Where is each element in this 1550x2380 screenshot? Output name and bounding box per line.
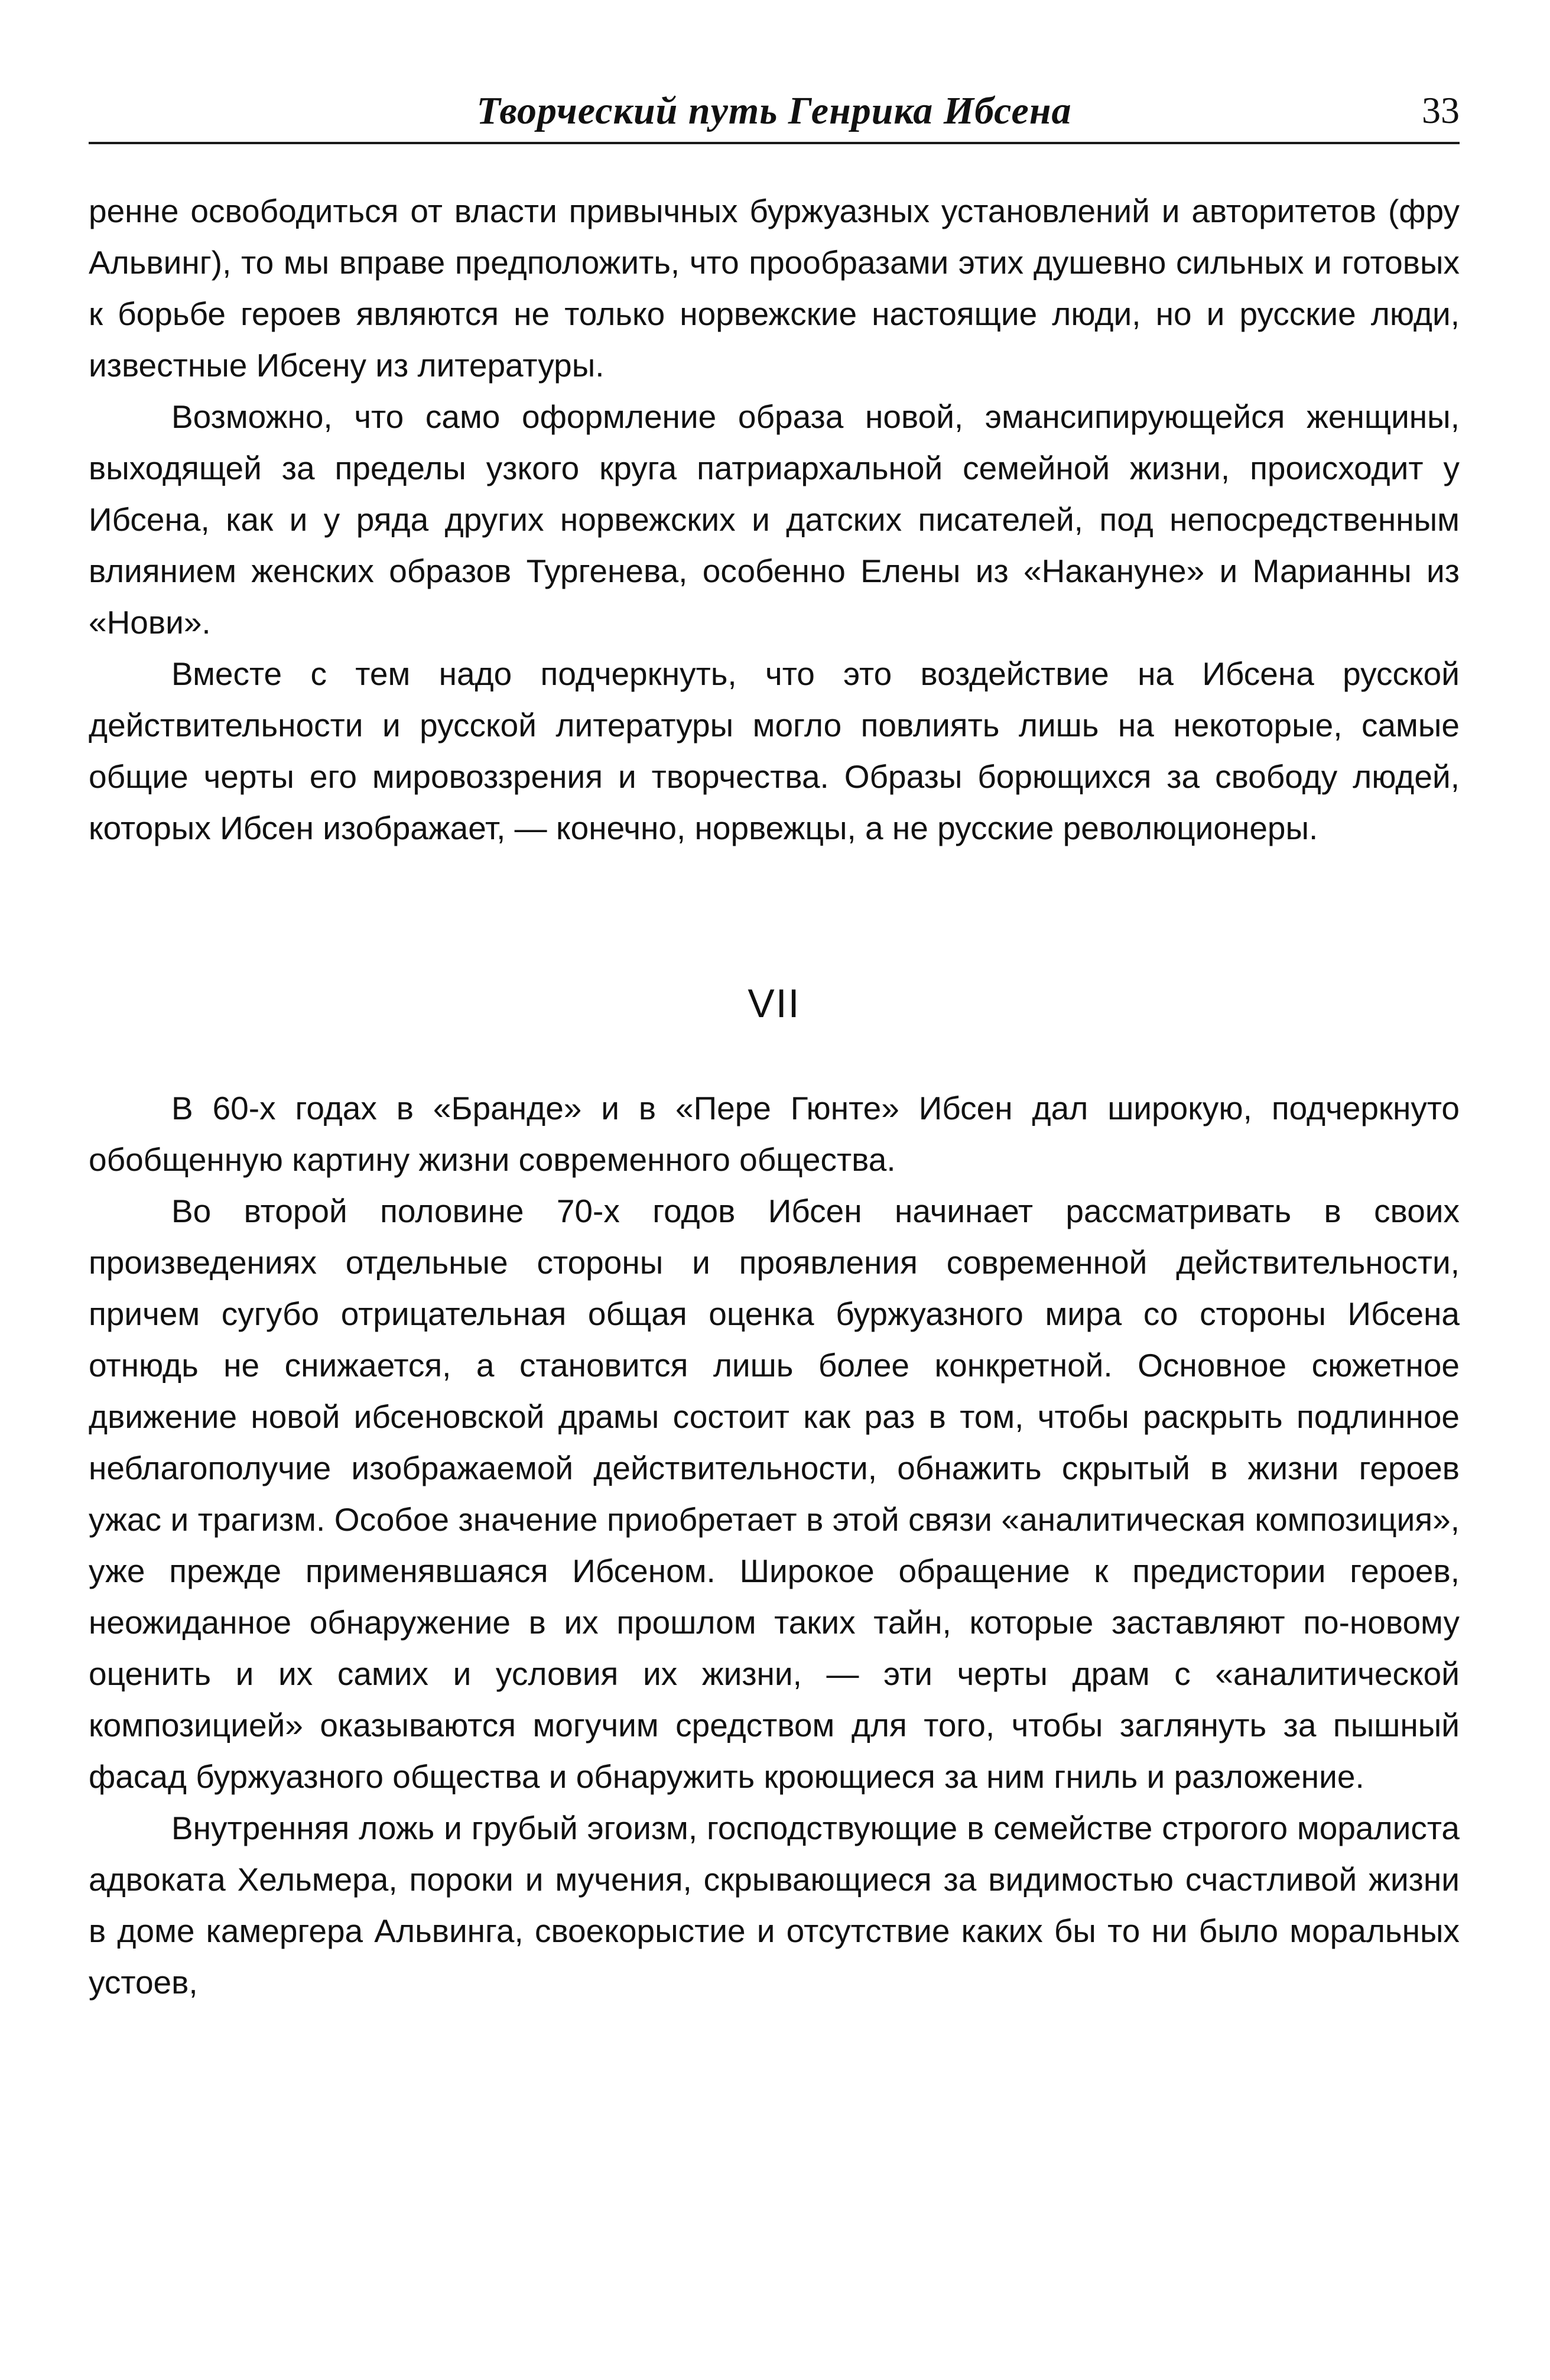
paragraph: Во второй половине 70-х годов Ибсен начинает рассматривать в своих произведениях отдельные стороны и проявления современной действительности, причем сугубо отрицательная общая оценка буржуазного мира со стороны Ибсена отнюдь не снижается, а становится лишь более конкретной. Основное сюжетное движение новой ибсеновской драмы состоит как раз в том, чтобы раскрыть подлинное неблагополучие изображаемой действительности, обнажить скрытый в жизни героев ужас и трагизм. Особое значение приобретает в этой связи «аналитическая композиция», уже прежде применявшаяся Ибсеном. Широкое обращение к предистории героев, неожиданное обнаружение в их прошлом таких тайн, которые заставляют по-новому оценить и их самих и условия их жизни, — эти черты драм с «аналитической композицией» оказываются могучим средством для того, чтобы заглянуть за пышный фасад буржуазного общества и обнаружить кроющиеся за ним гниль и разложение. [89, 1193, 1460, 1795]
chapter-heading: VII [748, 981, 801, 1026]
running-title: Творческий путь Генрика Ибсена [476, 89, 1072, 132]
running-header [89, 77, 1460, 144]
paragraph: Внутренняя ложь и грубый эгоизм, господствующие в семействе строгого моралиста адвоката Хельмера, пороки и мучения, скрывающиеся за видимостью счастливой жизни в доме камергера Альвинга, своекорыстие и отсутствие каких бы то ни было моральных устоев, [89, 1810, 1460, 2001]
page-number: 33 [1422, 89, 1460, 131]
book-page [89, 77, 1460, 2008]
page-body [89, 186, 1460, 2008]
paragraph: Возможно, что само оформление образа новой, эмансипирующейся женщины, выходящей за пределы узкого круга патриархальной семейной жизни, происходит у Ибсена, как и у ряда других норвежских и датских писателей, под непосредственным влиянием женских образов Тургенева, особенно Елены из «Накануне» и Марианны из «Нови». [89, 398, 1460, 641]
paragraph: Вместе с тем надо подчеркнуть, что это воздействие на Ибсена русской действительности и русской литературы могло повлиять лишь на некоторые, самые общие черты его мировоззрения и творчества. Образы борющихся за свободу людей, которых Ибсен изображает, — конечно, норвежцы, а не русские революционеры. [89, 655, 1460, 846]
paragraph: В 60-х годах в «Бранде» и в «Пере Гюнте» Ибсен дал широкую, подчеркнуто обобщенную картину жизни современного общества. [89, 1090, 1460, 1178]
paragraph-continued: ренне освободиться от власти привычных буржуазных установлений и авторитетов (фру Альвинг), то мы вправе предположить, что прообразами этих душевно сильных и готовых к борьбе героев являются не только норвежские настоящие люди, но и русские люди, известные Ибсену из литературы. [89, 193, 1460, 384]
